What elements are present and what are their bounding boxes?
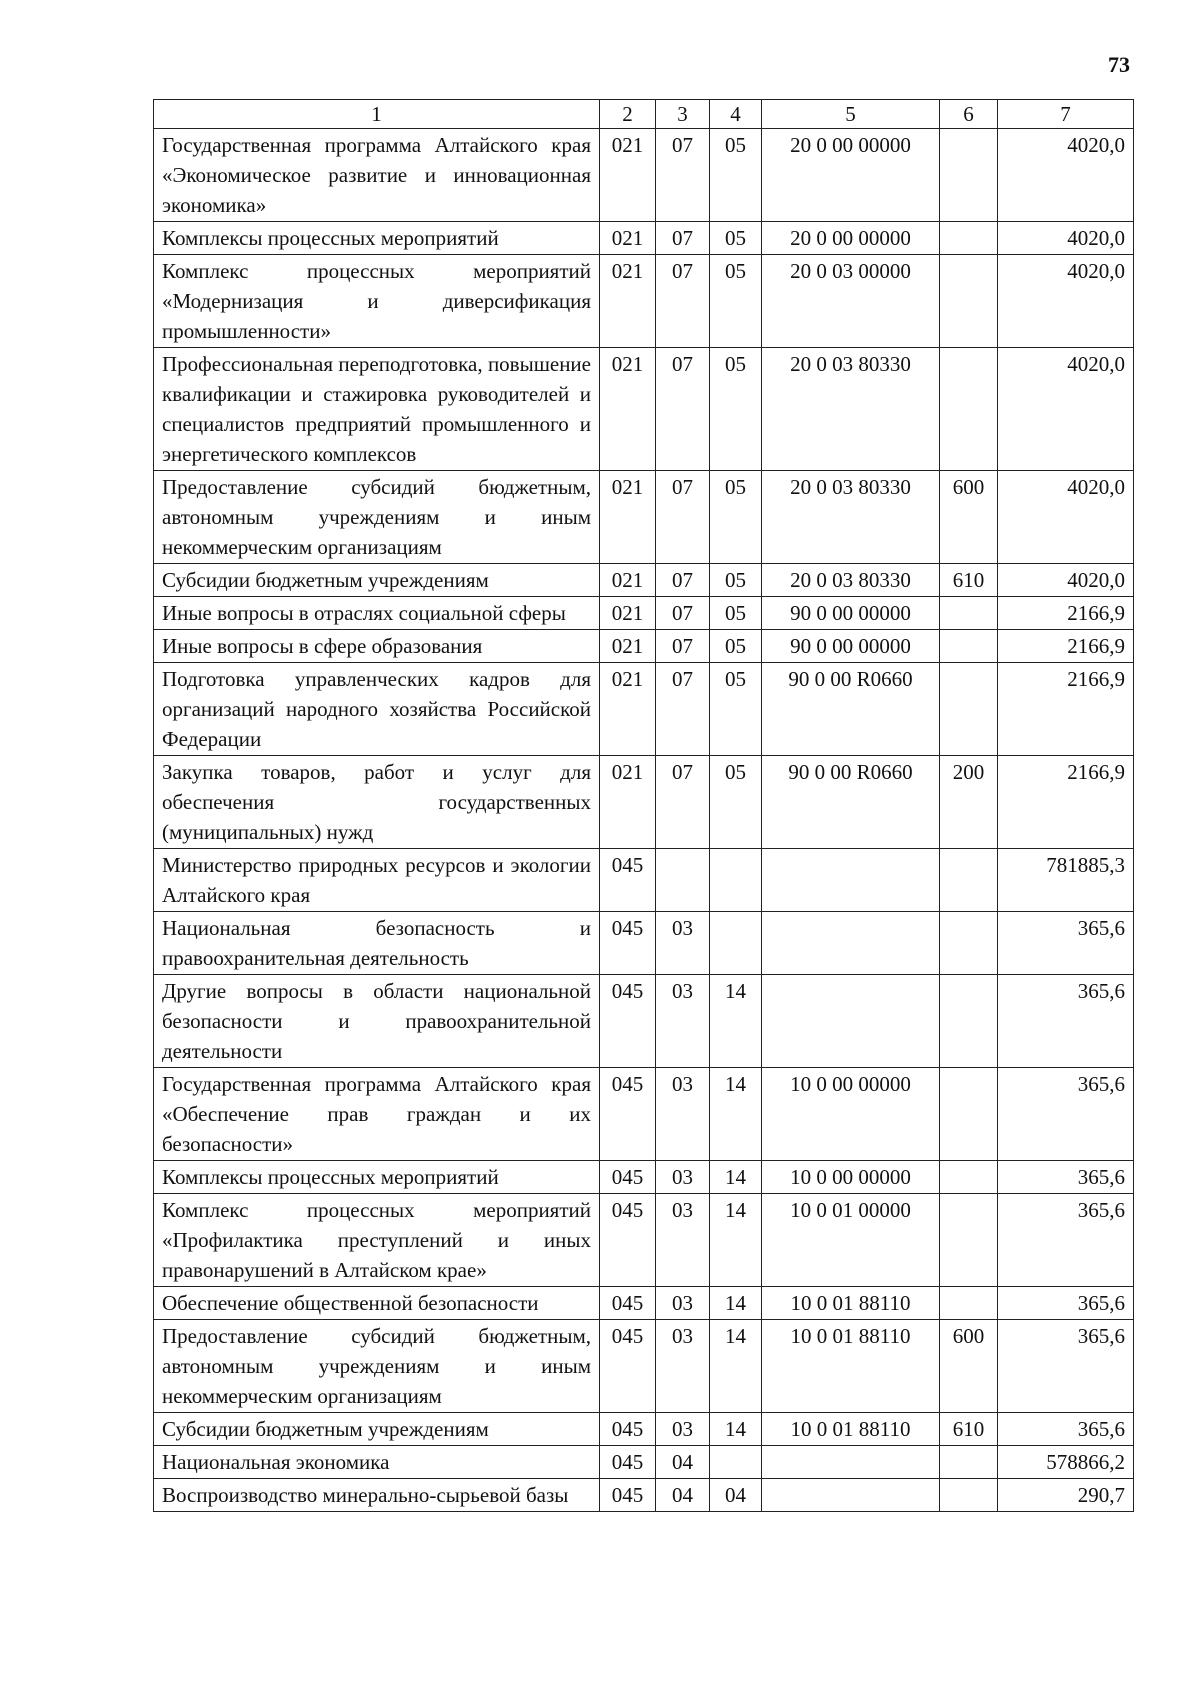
expense-type-code-cell: [940, 1287, 998, 1320]
header-col-3: 3: [656, 100, 710, 129]
expense-type-code-cell: [940, 849, 998, 912]
table-row: [154, 222, 1134, 255]
target-item-code-cell: 20 0 03 80330: [762, 471, 940, 564]
budget-table: [153, 99, 1134, 1512]
table-row: [154, 1068, 1134, 1161]
section-code-cell: 04: [656, 1446, 710, 1479]
target-item-code-cell: 90 0 00 R0660: [762, 756, 940, 849]
target-item-code-cell: 20 0 00 00000: [762, 129, 940, 222]
table-row: [154, 1161, 1134, 1194]
ministry-code-cell: 021: [600, 471, 656, 564]
section-code-cell: 07: [656, 756, 710, 849]
row-name-cell: Профессиональная переподготовка, повышение квалификации и стажировка руководителей и специалистов предприятий промышленного и энергетического комплексов: [154, 348, 600, 471]
amount-cell: 365,6: [998, 1161, 1134, 1194]
target-item-code-cell: 20 0 00 00000: [762, 222, 940, 255]
subsection-code-cell: 14: [710, 975, 762, 1068]
table-row: [154, 975, 1134, 1068]
row-name-cell: Обеспечение общественной безопасности: [154, 1287, 600, 1320]
subsection-code-cell: [710, 849, 762, 912]
table-row: [154, 348, 1134, 471]
ministry-code-cell: 021: [600, 255, 656, 348]
target-item-code-cell: [762, 1479, 940, 1512]
expense-type-code-cell: [940, 1479, 998, 1512]
target-item-code-cell: 20 0 03 80330: [762, 348, 940, 471]
section-code-cell: 03: [656, 1413, 710, 1446]
section-code-cell: 03: [656, 912, 710, 975]
amount-cell: 365,6: [998, 1068, 1134, 1161]
row-name-cell: Воспроизводство минерально-сырьевой базы: [154, 1479, 600, 1512]
target-item-code-cell: 10 0 01 88110: [762, 1320, 940, 1413]
section-code-cell: 07: [656, 597, 710, 630]
amount-cell: 365,6: [998, 1413, 1134, 1446]
subsection-code-cell: 05: [710, 129, 762, 222]
section-code-cell: 07: [656, 471, 710, 564]
expense-type-code-cell: [940, 975, 998, 1068]
row-name-cell: Другие вопросы в области национальной безопасности и правоохранительной деятельности: [154, 975, 600, 1068]
table-row: [154, 630, 1134, 663]
table-row: [154, 597, 1134, 630]
amount-cell: 2166,9: [998, 663, 1134, 756]
amount-cell: 365,6: [998, 975, 1134, 1068]
row-name-cell: Предоставление субсидий бюджетным, автономным учреждениям и иным некоммерческим организациям: [154, 471, 600, 564]
ministry-code-cell: 045: [600, 1287, 656, 1320]
table-row: [154, 129, 1134, 222]
ministry-code-cell: 045: [600, 1194, 656, 1287]
row-name-cell: Субсидии бюджетным учреждениям: [154, 1413, 600, 1446]
row-name-cell: Государственная программа Алтайского края «Обеспечение прав граждан и их безопасности»: [154, 1068, 600, 1161]
ministry-code-cell: 021: [600, 756, 656, 849]
expense-type-code-cell: [940, 663, 998, 756]
subsection-code-cell: 14: [710, 1161, 762, 1194]
section-code-cell: 03: [656, 1320, 710, 1413]
section-code-cell: 03: [656, 1287, 710, 1320]
ministry-code-cell: 021: [600, 129, 656, 222]
expense-type-code-cell: 600: [940, 1320, 998, 1413]
expense-type-code-cell: [940, 597, 998, 630]
table-row: [154, 471, 1134, 564]
section-code-cell: 04: [656, 1479, 710, 1512]
section-code-cell: [656, 849, 710, 912]
target-item-code-cell: 20 0 03 80330: [762, 564, 940, 597]
amount-cell: 578866,2: [998, 1446, 1134, 1479]
target-item-code-cell: [762, 849, 940, 912]
table-row: [154, 849, 1134, 912]
target-item-code-cell: 10 0 01 88110: [762, 1287, 940, 1320]
ministry-code-cell: 021: [600, 348, 656, 471]
expense-type-code-cell: [940, 912, 998, 975]
amount-cell: 2166,9: [998, 597, 1134, 630]
row-name-cell: Иные вопросы в сфере образования: [154, 630, 600, 663]
expense-type-code-cell: [940, 1068, 998, 1161]
table-row: [154, 1413, 1134, 1446]
target-item-code-cell: [762, 1446, 940, 1479]
expense-type-code-cell: [940, 129, 998, 222]
row-name-cell: Иные вопросы в отраслях социальной сферы: [154, 597, 600, 630]
ministry-code-cell: 045: [600, 1479, 656, 1512]
section-code-cell: 03: [656, 1161, 710, 1194]
amount-cell: 4020,0: [998, 222, 1134, 255]
ministry-code-cell: 045: [600, 849, 656, 912]
table-body: [154, 129, 1134, 1512]
amount-cell: 365,6: [998, 1194, 1134, 1287]
section-code-cell: 07: [656, 255, 710, 348]
ministry-code-cell: 045: [600, 1446, 656, 1479]
amount-cell: 4020,0: [998, 564, 1134, 597]
expense-type-code-cell: [940, 1161, 998, 1194]
row-name-cell: Предоставление субсидий бюджетным, автономным учреждениям и иным некоммерческим организациям: [154, 1320, 600, 1413]
table-row: [154, 1194, 1134, 1287]
section-code-cell: 07: [656, 630, 710, 663]
subsection-code-cell: [710, 912, 762, 975]
row-name-cell: Субсидии бюджетным учреждениям: [154, 564, 600, 597]
target-item-code-cell: 90 0 00 00000: [762, 630, 940, 663]
subsection-code-cell: [710, 1446, 762, 1479]
amount-cell: 4020,0: [998, 471, 1134, 564]
amount-cell: 365,6: [998, 1320, 1134, 1413]
row-name-cell: Национальная безопасность и правоохранительная деятельность: [154, 912, 600, 975]
target-item-code-cell: 10 0 00 00000: [762, 1161, 940, 1194]
row-name-cell: Министерство природных ресурсов и экологии Алтайского края: [154, 849, 600, 912]
subsection-code-cell: 14: [710, 1194, 762, 1287]
header-col-6: 6: [940, 100, 998, 129]
row-name-cell: Комплексы процессных мероприятий: [154, 1161, 600, 1194]
table-row: [154, 1446, 1134, 1479]
expense-type-code-cell: [940, 630, 998, 663]
subsection-code-cell: 05: [710, 630, 762, 663]
subsection-code-cell: 05: [710, 663, 762, 756]
subsection-code-cell: 14: [710, 1413, 762, 1446]
expense-type-code-cell: [940, 222, 998, 255]
expense-type-code-cell: [940, 255, 998, 348]
amount-cell: 4020,0: [998, 255, 1134, 348]
expense-type-code-cell: 600: [940, 471, 998, 564]
amount-cell: 365,6: [998, 1287, 1134, 1320]
ministry-code-cell: 045: [600, 1161, 656, 1194]
subsection-code-cell: 14: [710, 1068, 762, 1161]
ministry-code-cell: 021: [600, 222, 656, 255]
table-row: [154, 564, 1134, 597]
header-col-4: 4: [710, 100, 762, 129]
section-code-cell: 03: [656, 1068, 710, 1161]
target-item-code-cell: [762, 912, 940, 975]
ministry-code-cell: 021: [600, 663, 656, 756]
ministry-code-cell: 045: [600, 975, 656, 1068]
subsection-code-cell: 04: [710, 1479, 762, 1512]
header-col-1: 1: [154, 100, 600, 129]
expense-type-code-cell: [940, 1446, 998, 1479]
target-item-code-cell: 90 0 00 R0660: [762, 663, 940, 756]
section-code-cell: 07: [656, 663, 710, 756]
target-item-code-cell: 90 0 00 00000: [762, 597, 940, 630]
subsection-code-cell: 05: [710, 348, 762, 471]
header-col-5: 5: [762, 100, 940, 129]
row-name-cell: Комплекс процессных мероприятий «Модернизация и диверсификация промышленности»: [154, 255, 600, 348]
header-col-7: 7: [998, 100, 1134, 129]
target-item-code-cell: 10 0 00 00000: [762, 1068, 940, 1161]
header-row: [154, 100, 1134, 129]
section-code-cell: 03: [656, 975, 710, 1068]
expense-type-code-cell: [940, 348, 998, 471]
target-item-code-cell: 20 0 03 00000: [762, 255, 940, 348]
row-name-cell: Государственная программа Алтайского края «Экономическое развитие и инновационная экономика»: [154, 129, 600, 222]
expense-type-code-cell: [940, 1194, 998, 1287]
target-item-code-cell: 10 0 01 00000: [762, 1194, 940, 1287]
table-row: [154, 255, 1134, 348]
subsection-code-cell: 05: [710, 564, 762, 597]
subsection-code-cell: 05: [710, 471, 762, 564]
section-code-cell: 03: [656, 1194, 710, 1287]
ministry-code-cell: 045: [600, 1068, 656, 1161]
page-number: 73: [1108, 52, 1130, 77]
amount-cell: 2166,9: [998, 630, 1134, 663]
table-row: [154, 912, 1134, 975]
ministry-code-cell: 045: [600, 912, 656, 975]
table-row: [154, 1320, 1134, 1413]
section-code-cell: 07: [656, 348, 710, 471]
subsection-code-cell: 14: [710, 1320, 762, 1413]
header-col-2: 2: [600, 100, 656, 129]
ministry-code-cell: 021: [600, 597, 656, 630]
section-code-cell: 07: [656, 222, 710, 255]
row-name-cell: Закупка товаров, работ и услуг для обеспечения государственных (муниципальных) нужд: [154, 756, 600, 849]
table-row: [154, 756, 1134, 849]
amount-cell: 4020,0: [998, 348, 1134, 471]
expense-type-code-cell: 610: [940, 564, 998, 597]
target-item-code-cell: [762, 975, 940, 1068]
section-code-cell: 07: [656, 564, 710, 597]
ministry-code-cell: 045: [600, 1320, 656, 1413]
amount-cell: 365,6: [998, 912, 1134, 975]
subsection-code-cell: 05: [710, 756, 762, 849]
ministry-code-cell: 021: [600, 564, 656, 597]
amount-cell: 781885,3: [998, 849, 1134, 912]
expense-type-code-cell: 200: [940, 756, 998, 849]
row-name-cell: Комплексы процессных мероприятий: [154, 222, 600, 255]
table-row: [154, 1287, 1134, 1320]
subsection-code-cell: 05: [710, 255, 762, 348]
amount-cell: 2166,9: [998, 756, 1134, 849]
subsection-code-cell: 14: [710, 1287, 762, 1320]
ministry-code-cell: 021: [600, 630, 656, 663]
row-name-cell: Национальная экономика: [154, 1446, 600, 1479]
amount-cell: 290,7: [998, 1479, 1134, 1512]
target-item-code-cell: 10 0 01 88110: [762, 1413, 940, 1446]
table-row: [154, 663, 1134, 756]
subsection-code-cell: 05: [710, 222, 762, 255]
section-code-cell: 07: [656, 129, 710, 222]
expense-type-code-cell: 610: [940, 1413, 998, 1446]
row-name-cell: Комплекс процессных мероприятий «Профилактика преступлений и иных правонарушений в Алтайском крае»: [154, 1194, 600, 1287]
amount-cell: 4020,0: [998, 129, 1134, 222]
ministry-code-cell: 045: [600, 1413, 656, 1446]
subsection-code-cell: 05: [710, 597, 762, 630]
row-name-cell: Подготовка управленческих кадров для организаций народного хозяйства Российской Федерации: [154, 663, 600, 756]
table-row: [154, 1479, 1134, 1512]
